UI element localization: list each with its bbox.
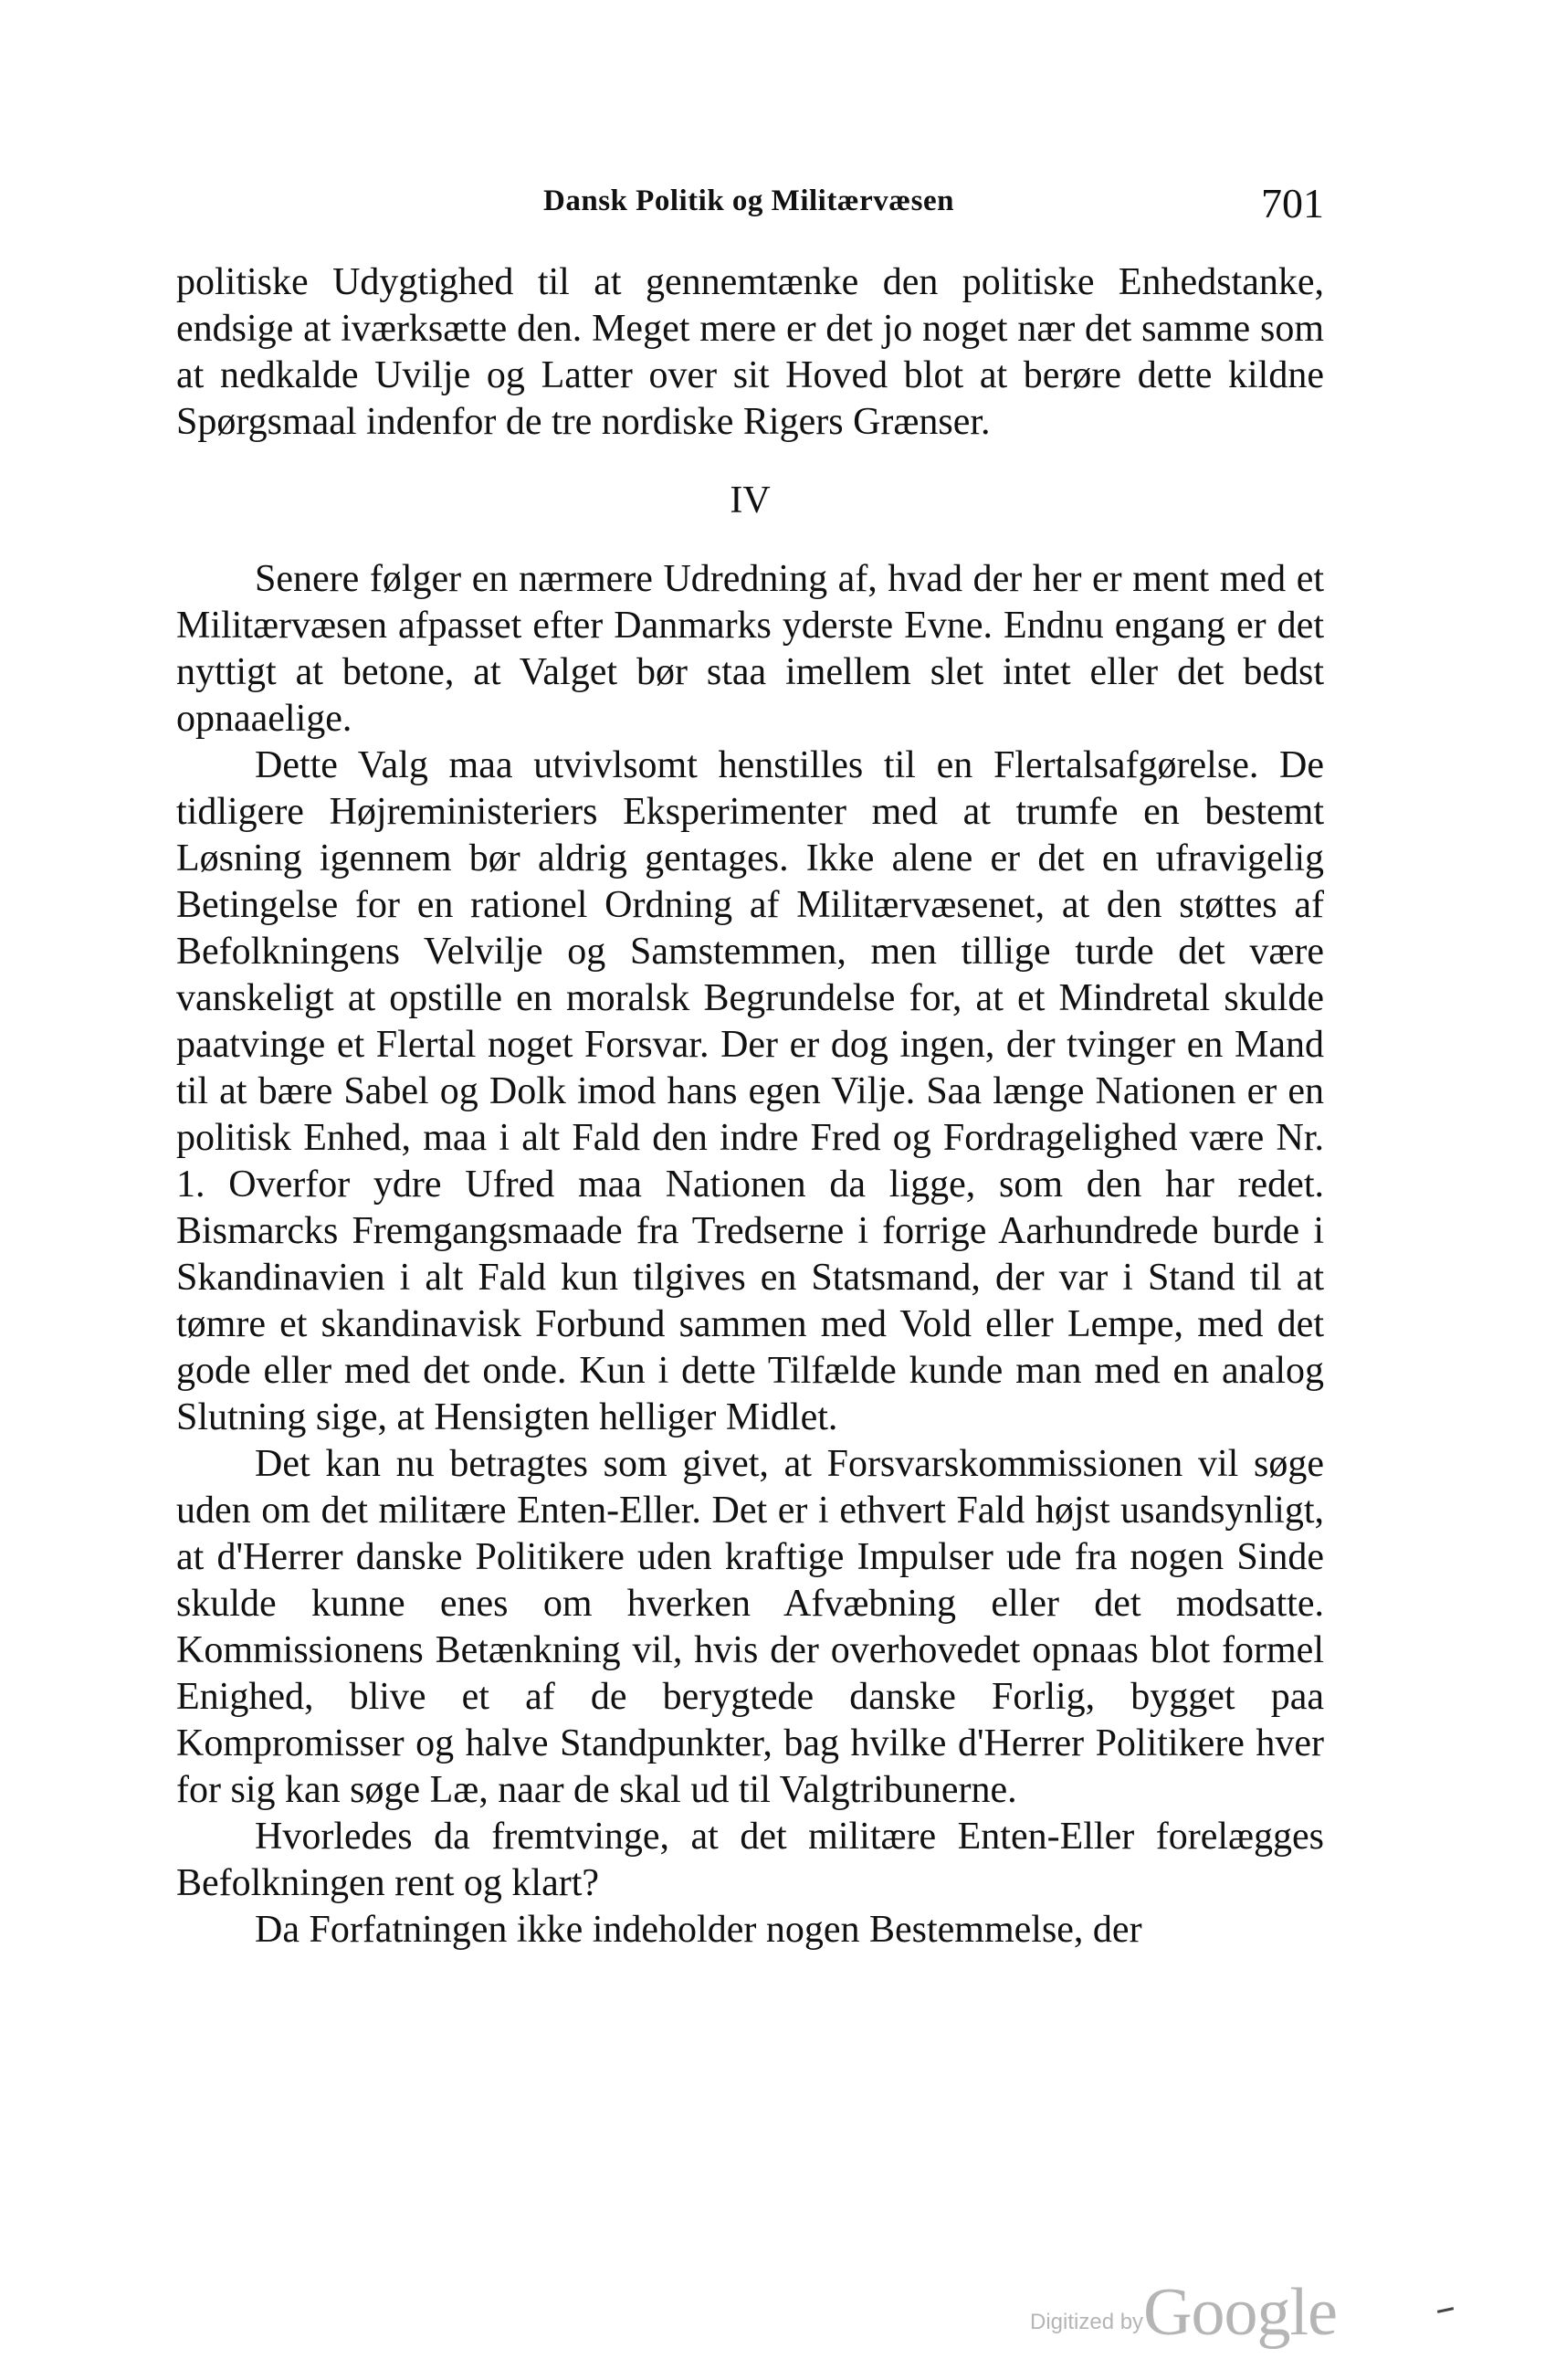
digitized-watermark	[1030, 2274, 1337, 2352]
paragraph: Dette Valg maa utvivlsomt henstilles til en Flertalsafgørelse. De tidligere Højreministeriers Eksperimenter med at trumfe en bestemt Løsning igennem bør aldrig gentages. Ikke alene er det en ufravigelig Betingelse for en rationel Ordning af Militærvæsenet, at den støttes af Befolkningens Velvilje og Samstemmen, men tillige turde det være vanskeligt at opstille en moralsk Begrundelse for, at et Mindretal skulde paatvinge et Flertal noget Forsvar. Der er dog ingen, der tvinger en Mand til at bære Sabel og Dolk imod hans egen Vilje. Saa længe Nationen er en politisk Enhed, maa i alt Fald den indre Fred og Fordragelighed være Nr. 1. Overfor ydre Ufred maa Nationen da ligge, som den har redet. Bismarcks Fremgangsmaade fra Tredserne i forrige Aarhundrede burde i Skandinavien i alt Fald kun tilgives en Statsmand, der var i Stand til at tømre et skandinavisk Forbund sammen med Vold eller Lempe, med det gode eller med det onde. Kun i dette Tilfælde kunde man med en analog Slutning sige, at Hensigten helliger Midlet.	[176, 744, 1324, 1438]
paragraph: Det kan nu betragtes som givet, at Forsvarskommissionen vil søge uden om det militære Enten-Eller. Det er i ethvert Fald højst usandsynligt, at d'Herrer danske Politikere uden kraftige Impulser ude fra nogen Sinde skulde kunne enes om hverken Afvæbning eller det modsatte. Kommissionens Betænkning vil, hvis der overhovedet opnaas blot formel Enighed, blive et af de berygtede danske Forlig, bygget paa Kompromisser og halve Standpunkter, bag hvilke d'Herrer Politikere hver for sig kan søge Læ, naar de skal ud til Valgtribunerne.	[176, 1443, 1324, 1811]
paragraph: Da Forfatningen ikke indeholder nogen Bestemmelse, der	[255, 1909, 1142, 1951]
body-text	[176, 259, 1324, 1953]
section-heading: IV	[730, 479, 771, 521]
page-number: 701	[1261, 180, 1324, 226]
watermark-prefix: Digitized by	[1030, 2310, 1144, 2334]
paragraph: Senere følger en nærmere Udredning af, hvad der her er ment med et Militærvæsen afpasset efter Danmarks yderste Evne. Endnu engang er det nyttigt at betone, at Valget bør staa imellem slet intet eller det bedst opnaaelige.	[176, 558, 1324, 740]
scan-mark	[1437, 2307, 1454, 2313]
paragraph-continued: politiske Udygtighed til at gennemtænke den politiske Enhedstanke, endsige at iværksætte den. Meget mere er det jo noget nær det samme som at nedkalde Uvilje og Latter over sit Hoved blot at berøre dette kildne Spørgsmaal indenfor de tre nordiske Rigers Grænser.	[176, 261, 1324, 443]
running-title: Dansk Politik og Militærvæsen	[543, 184, 954, 217]
running-header	[173, 179, 1324, 234]
google-logo: Google	[1143, 2275, 1337, 2350]
paragraph: Hvorledes da fremtvinge, at det militære Enten-Eller forelægges Befolkningen rent og klart?	[176, 1816, 1324, 1904]
